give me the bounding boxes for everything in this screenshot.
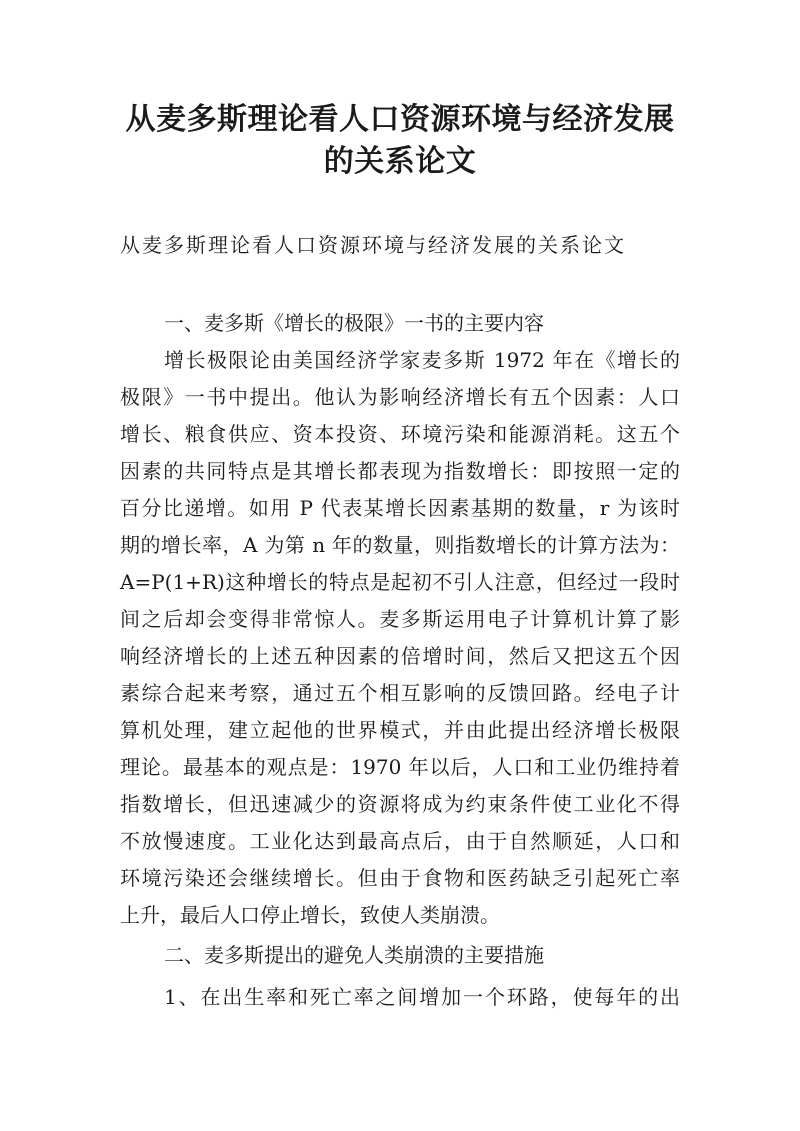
paragraph-1-line: 不放慢速度。工业化达到最高点后，由于自然顺延，人口和 <box>120 829 680 853</box>
paragraph-1-line: 环境污染还会继续增长。但由于食物和医药缺乏引起死亡率 <box>120 866 680 890</box>
paragraph-1-line: 响经济增长的上述五种因素的倍增时间，然后又把这五个因 <box>120 644 680 668</box>
paragraph-1-line: 因素的共同特点是其增长都表现为指数增长：即按照一定的 <box>120 459 680 483</box>
paragraph-1-line: A=P(1+R)这种增长的特点是起初不引人注意，但经过一段时 <box>120 570 680 594</box>
paragraph-1-line: 期的增长率，A 为第 n 年的数量，则指数增长的计算方法为： <box>120 533 680 557</box>
section-heading-1: 一、麦多斯《增长的极限》一书的主要内容 <box>164 311 544 335</box>
paragraph-1-line: 上升，最后人口停止增长，致使人类崩溃。 <box>120 903 500 927</box>
paragraph-1-line: 间之后却会变得非常惊人。麦多斯运用电子计算机计算了影 <box>120 607 680 631</box>
document-title-line-2: 的关系论文 <box>323 144 477 179</box>
paragraph-1-line: 指数增长，但迅速减少的资源将成为约束条件使工业化不得 <box>120 792 680 816</box>
paragraph-2-line: 1、在出生率和死亡率之间增加一个环路，使每年的出 <box>164 985 680 1009</box>
paragraph-1-line: 增长极限论由美国经济学家麦多斯 1972 年在《增长的 <box>164 348 680 372</box>
paragraph-1-line: 素综合起来考察，通过五个相互影响的反馈回路。经电子计 <box>120 681 680 705</box>
paragraph-1-line: 极限》一书中提出。他认为影响经济增长有五个因素：人口 <box>120 385 680 409</box>
paragraph-1-line: 增长、粮食供应、资本投资、环境污染和能源消耗。这五个 <box>120 422 680 446</box>
section-heading-2: 二、麦多斯提出的避免人类崩溃的主要措施 <box>164 943 544 967</box>
paragraph-1-line: 算机处理，建立起他的世界模式，并由此提出经济增长极限 <box>120 718 680 742</box>
paragraph-1-line: 理论。最基本的观点是：1970 年以后，人口和工业仍维持着 <box>120 755 680 779</box>
paragraph-1-line: 百分比递增。如用 P 代表某增长因素基期的数量，r 为该时 <box>120 496 680 520</box>
document-subtitle: 从麦多斯理论看人口资源环境与经济发展的关系论文 <box>120 233 626 257</box>
document-title-line-1: 从麦多斯理论看人口资源环境与经济发展 <box>125 102 675 137</box>
